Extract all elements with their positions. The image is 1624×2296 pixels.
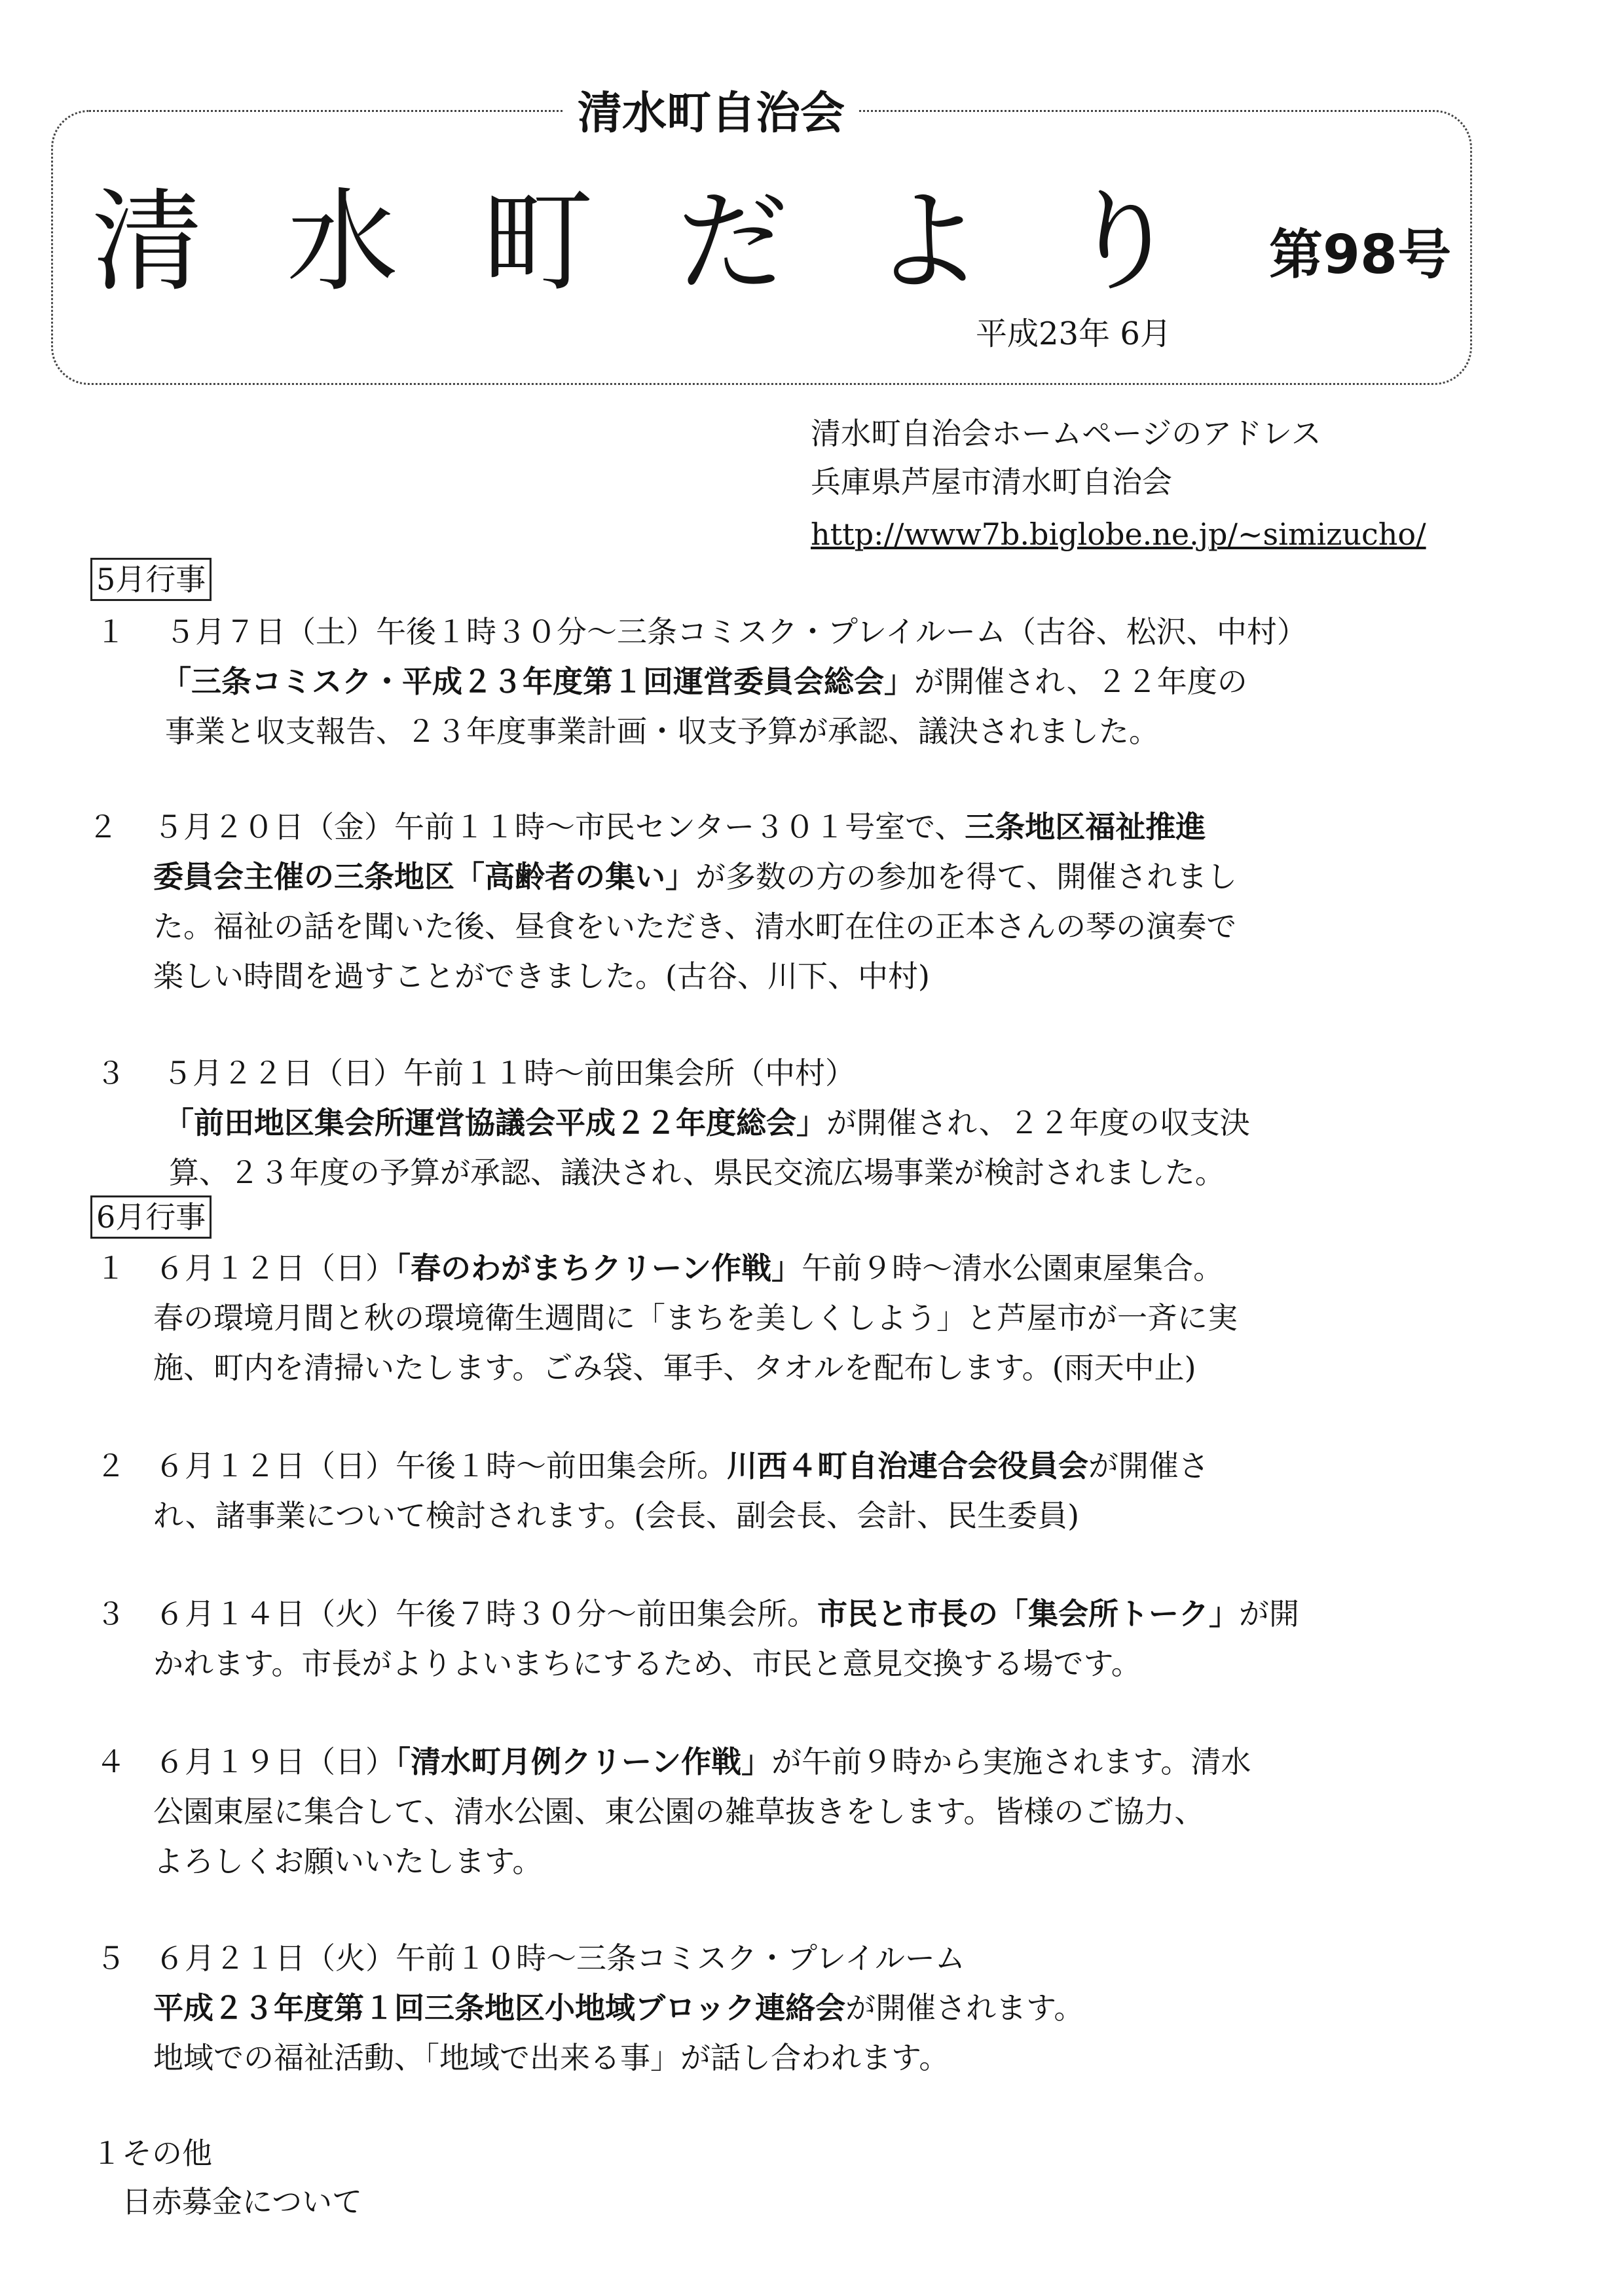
event-text: ５月２０日（金）午前１１時～市民センター３０１号室で、 — [153, 809, 965, 845]
event-name: 「清水町月例クリーン作戦」 — [396, 1744, 772, 1779]
item-number: ５ — [96, 1941, 126, 1976]
may-item-2-line-3: た。福祉の話を聞いた後、昼食をいただき、清水町在住の正本さんの琴の演奏で — [153, 909, 1237, 944]
may-item-3-line-3: 算、２３年度の予算が承認、議決され、県民交流広場事業が検討されました。 — [169, 1155, 1225, 1190]
june-item-4-line-3: よろしくお願いいたします。 — [153, 1844, 543, 1879]
june-item-1-line-2: 春の環境月間と秋の環境衛生週間に「まちを美しくしよう」と芦屋市が一斉に実 — [153, 1300, 1238, 1336]
event-name: 平成２３年度第１回三条地区小地域ブロック連絡会 — [153, 1990, 846, 2026]
homepage-org: 兵庫県芦屋市清水町自治会 — [811, 464, 1172, 500]
title-char: よ — [872, 177, 984, 307]
event-text: ６月１９日（日） — [155, 1744, 396, 1779]
item-number: １ — [96, 1250, 126, 1286]
june-item-2-line-2: れ、諸事業について検討されます。(会長、副会長、会計、民生委員) — [153, 1498, 1080, 1533]
event-text: 午前９時～清水公園東屋集合。 — [802, 1250, 1224, 1286]
section-label-may: 5月行事 — [90, 558, 212, 601]
may-item-2-line-2 — [153, 856, 1237, 897]
event-text: が開催さ — [1088, 1448, 1209, 1484]
event-name: 委員会主催の三条地区「高齢者の集い」 — [153, 859, 695, 894]
homepage-caption: 清水町自治会ホームページのアドレス — [811, 416, 1321, 451]
event-name: 市民と市長の「集会所トーク」 — [817, 1596, 1239, 1631]
title-char: 水 — [286, 177, 398, 307]
title-char: だ — [676, 177, 788, 307]
homepage-url[interactable] — [811, 515, 1426, 554]
title-char: 清 — [92, 177, 204, 307]
june-item-4-line-1 — [155, 1741, 1251, 1782]
june-item-5-line-3: 地域での福祉活動、「地域で出来る事」が話し合われます。 — [153, 2040, 950, 2075]
may-item-2-line-4: 楽しい時間を過すことができました。(古谷、川下、中村) — [153, 958, 930, 994]
section-label-june: 6月行事 — [90, 1195, 212, 1239]
event-text: が開催されます。 — [845, 1990, 1084, 2026]
event-name: 三条地区福祉推進 — [965, 809, 1206, 845]
june-item-5-line-2 — [153, 1988, 1084, 2028]
june-item-1-line-3: 施、町内を清掃いたします。ごみ袋、軍手、タオルを配布します。(雨天中止) — [153, 1350, 1196, 1385]
item-number: １ — [96, 614, 126, 649]
item-number: ３ — [96, 1055, 126, 1091]
item-number: ３ — [96, 1596, 126, 1631]
june-item-4-line-2: 公園東屋に集合して、清水公園、東公園の雑草抜きをします。皆様のご協力、 — [153, 1794, 1205, 1829]
event-text: ６月１２日（日） — [155, 1250, 396, 1286]
event-name: 「春のわがまちクリーン作戦」 — [396, 1250, 802, 1286]
event-text: が開催され、２２年度の — [914, 664, 1247, 699]
may-item-1-line-3: 事業と収支報告、２３年度事業計画・収支予算が承認、議決されました。 — [165, 714, 1159, 749]
june-item-2-line-1 — [155, 1446, 1209, 1486]
title-char: り — [1067, 177, 1179, 307]
may-item-1-line-1: ５月７日（土）午後１時３０分～三条コミスク・プレイルーム（古谷、松沢、中村） — [165, 614, 1307, 649]
may-item-3-line-1: ５月２２日（日）午前１１時～前田集会所（中村） — [162, 1055, 855, 1091]
may-item-2-line-1 — [153, 807, 1206, 847]
event-text: ６月１４日（火）午後７時３０分～前田集会所。 — [155, 1596, 817, 1631]
issue-number: 第98号 — [1269, 224, 1452, 286]
homepage-link[interactable]: http://www7b.biglobe.ne.jp/~simizucho/ — [811, 517, 1426, 552]
issue-date: 平成23年 6月 — [976, 316, 1172, 352]
title-char: 町 — [481, 177, 593, 307]
may-item-1-line-2 — [161, 661, 1247, 702]
june-item-1-line-1 — [155, 1248, 1223, 1288]
item-number: ２ — [88, 809, 118, 845]
event-text: が多数の方の参加を得て、開催されまし — [695, 859, 1238, 894]
may-item-3-line-2 — [164, 1102, 1250, 1143]
newsletter-title — [92, 177, 1179, 308]
event-text: ６月１２日（日）午後１時～前田集会所。 — [155, 1448, 727, 1484]
event-text: が開 — [1239, 1596, 1299, 1631]
june-item-3-line-2: かれます。市長がよりよいまちにするため、市民と意見交換する場です。 — [153, 1646, 1141, 1681]
event-text: が午前９時から実施されます。清水 — [771, 1744, 1251, 1779]
event-name: 川西４町自治連合会役員会 — [727, 1448, 1088, 1484]
june-item-5-line-1: ６月２１日（火）午前１０時～三条コミスク・プレイルーム — [155, 1941, 965, 1976]
event-name: 「前田地区集会所運営協議会平成２２年度総会」 — [164, 1105, 826, 1140]
other-heading: １その他 — [92, 2136, 212, 2171]
other-item: 日赤募金について — [122, 2184, 363, 2219]
item-number: ２ — [96, 1448, 126, 1484]
item-number: ４ — [96, 1744, 126, 1779]
event-name: 「三条コミスク・平成２３年度第１回運営委員会総会」 — [161, 664, 914, 699]
june-item-3-line-1 — [155, 1594, 1299, 1634]
event-text: が開催され、２２年度の収支決 — [826, 1105, 1250, 1140]
organization-name: 清水町自治会 — [563, 84, 859, 144]
